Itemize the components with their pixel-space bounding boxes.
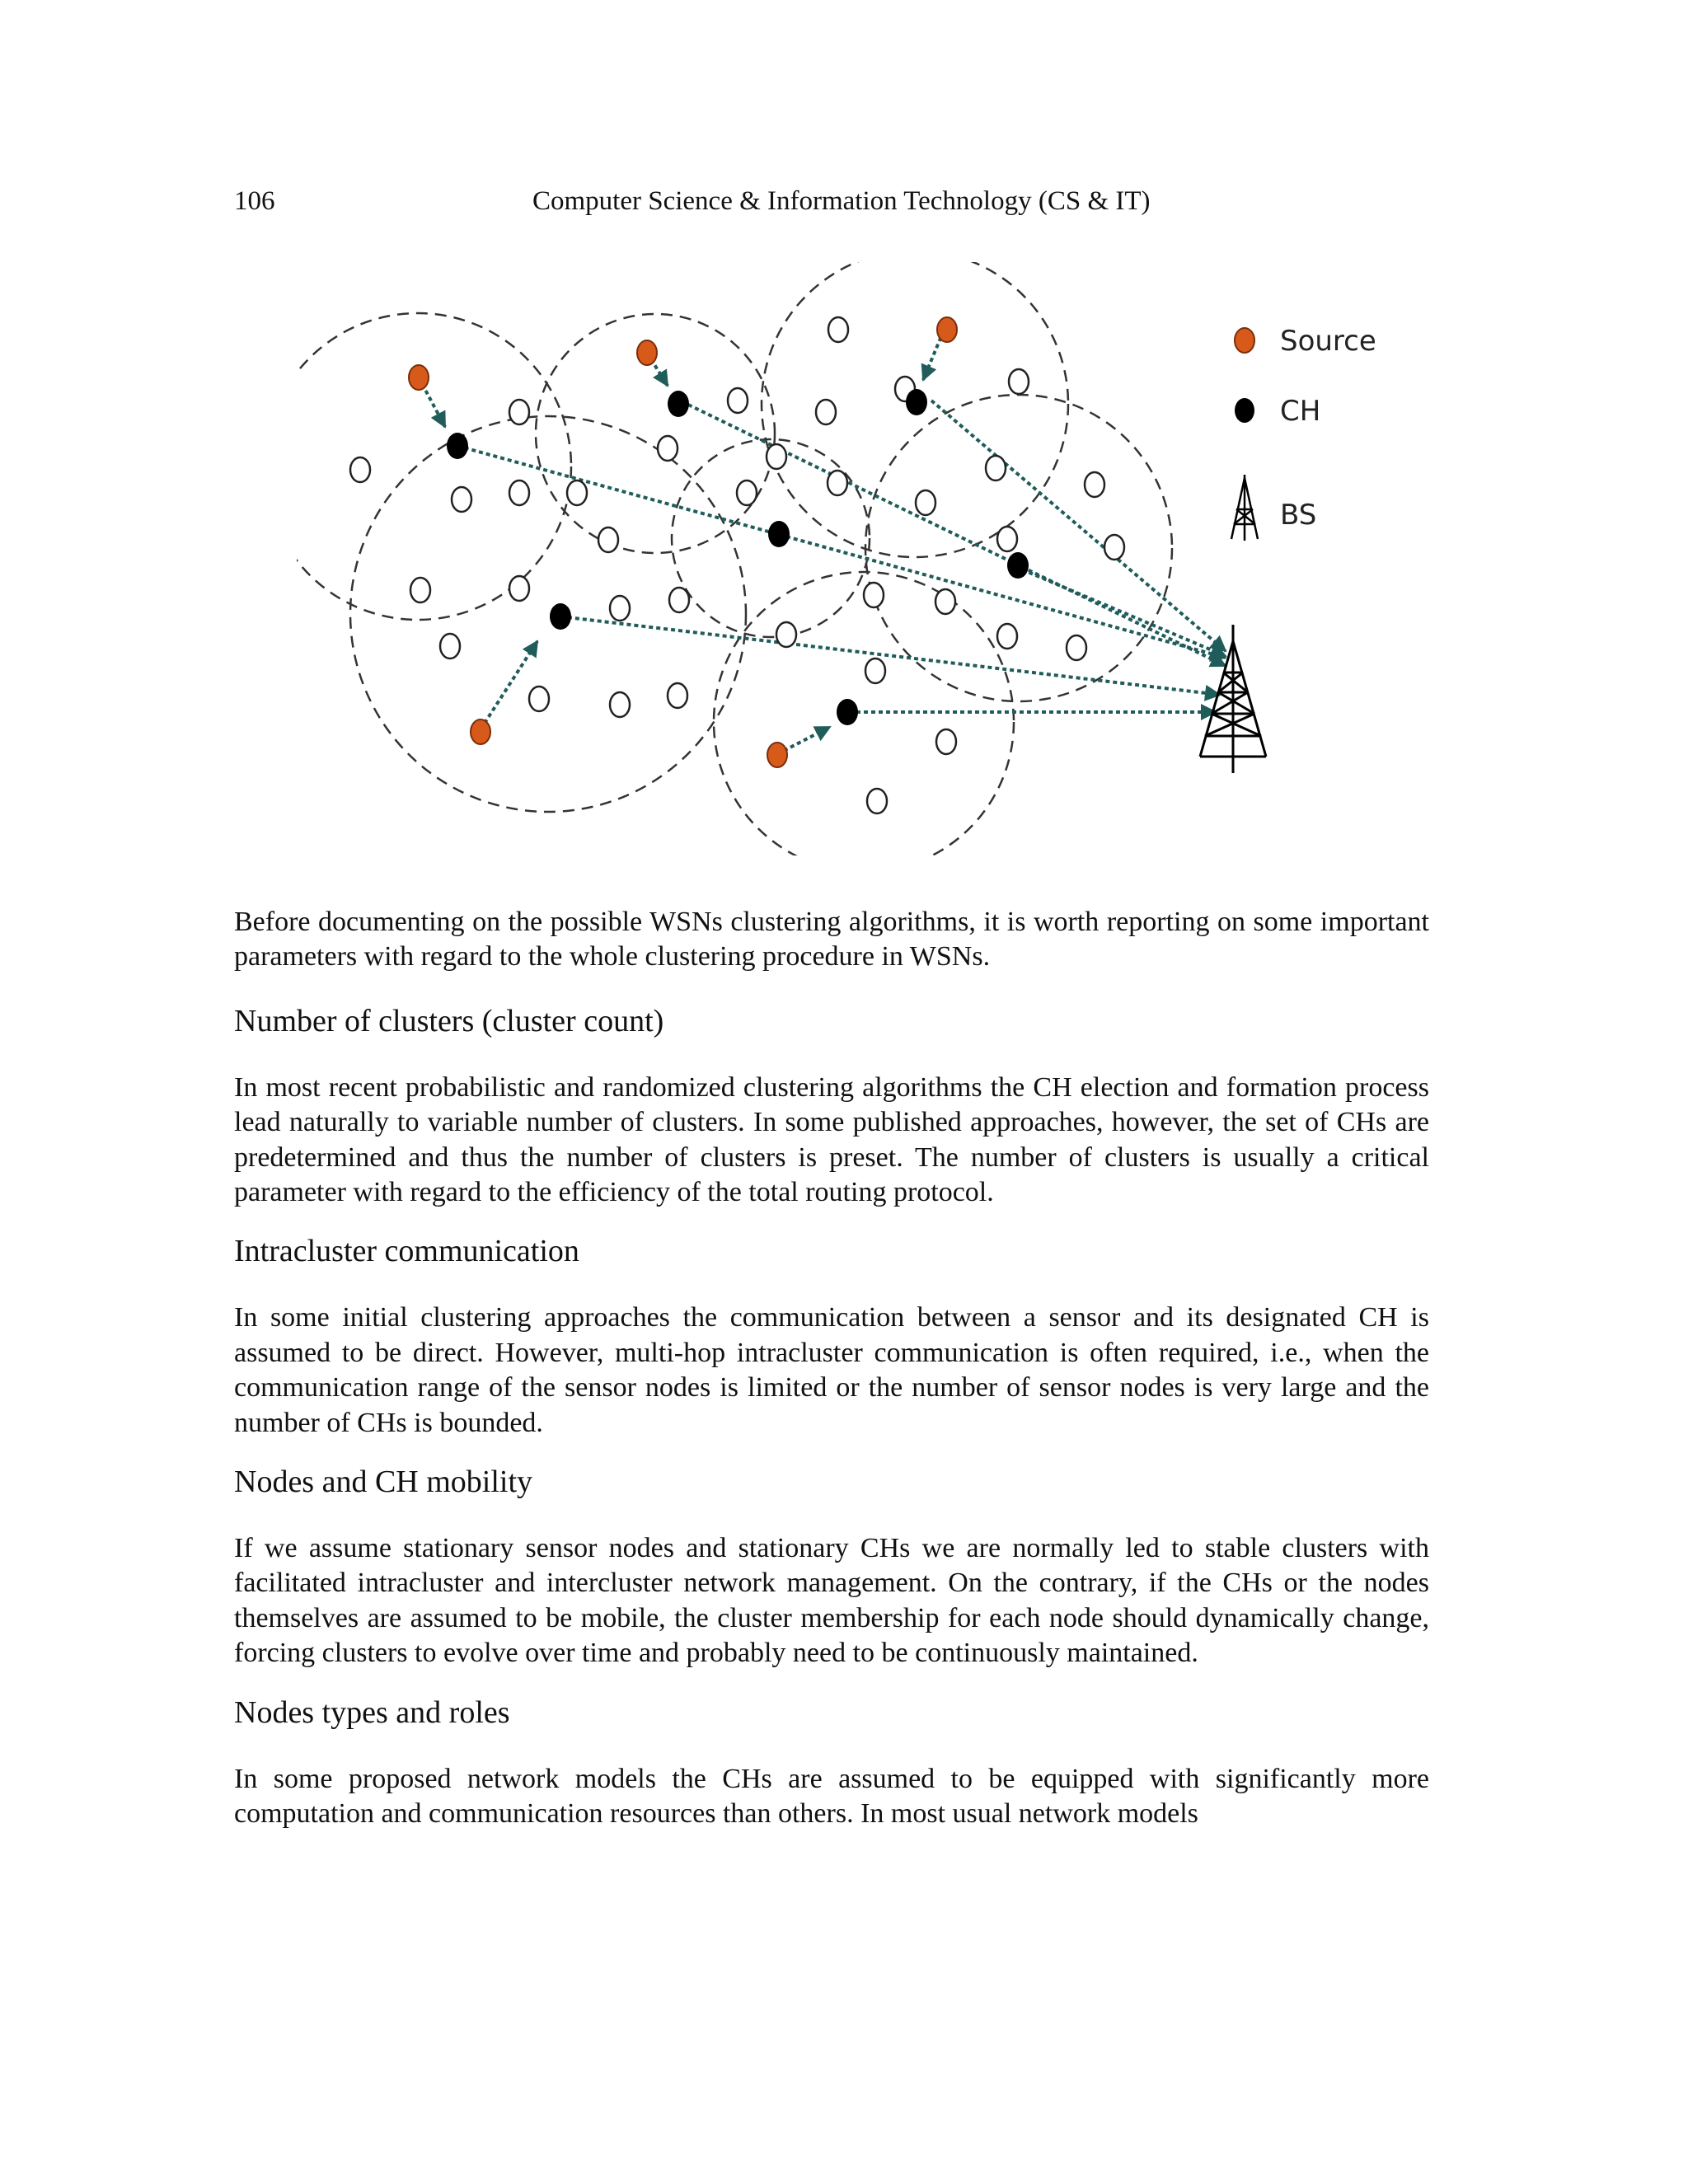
legend-source-marker	[1235, 328, 1254, 353]
section-heading-intracluster: Intracluster communication	[234, 1234, 579, 1269]
legend	[1231, 325, 1376, 541]
cluster-boundaries	[297, 262, 1172, 855]
sensor-node	[668, 683, 687, 708]
legend-ch-marker	[1235, 398, 1254, 423]
source-to-ch-arrow	[481, 641, 537, 729]
source-node	[937, 317, 957, 342]
body-text	[234, 905, 1429, 1832]
source-node	[409, 365, 429, 390]
cluster-head-node	[906, 389, 927, 415]
legend-bs-label: BS	[1280, 499, 1317, 532]
sensor-node	[867, 789, 887, 813]
sensor-node	[816, 400, 836, 424]
sensor-node	[865, 658, 885, 683]
cluster-head-node	[447, 433, 468, 459]
sensor-node	[529, 687, 549, 711]
section-paragraph-node-types: In some proposed network models the CHs are assumed to be equipped with significantly more computation and communication resources than others. In most usual network models	[234, 1763, 1429, 1830]
sensor-node	[828, 317, 848, 342]
sensor-node	[1067, 635, 1086, 660]
cluster-head-node	[668, 391, 689, 417]
sensor-node	[1085, 472, 1104, 497]
sensor-node	[986, 456, 1006, 480]
sensor-node	[776, 622, 796, 647]
sensor-node	[997, 624, 1017, 649]
sensor-node	[935, 589, 955, 614]
section-heading-cluster-count: Number of clusters (cluster count)	[234, 1003, 664, 1038]
sensor-node	[598, 527, 618, 552]
source-node	[471, 719, 490, 744]
sensor-node	[997, 527, 1017, 551]
source-node	[637, 340, 657, 365]
sensor-node	[1009, 369, 1029, 394]
sensor-node	[728, 388, 748, 413]
sensor-node	[1104, 535, 1124, 560]
sensor-node	[410, 578, 430, 602]
wsn-clustering-figure	[297, 262, 1385, 855]
base-station-tower	[1200, 625, 1266, 773]
sensor-node	[509, 480, 529, 505]
running-title: Computer Science & Information Technology (CS & IT)	[532, 186, 1151, 216]
sensor-node	[936, 729, 956, 754]
sensor-node	[452, 487, 471, 512]
sensor-node	[828, 471, 847, 495]
section-paragraph-cluster-count: In most recent probabilistic and randomized clustering algorithms the CH election and formation process lead naturally to variable number of clusters. In some published approaches, however, the set of CHs are predetermined and thus the number of clusters is preset. The number of clusters is usually a critical parameter with regard to the efficiency of the total routing protocol.	[234, 1071, 1429, 1208]
sensor-node	[737, 480, 757, 505]
sensor-node	[440, 634, 460, 658]
section-heading-node-types: Nodes types and roles	[234, 1694, 510, 1730]
legend-bs-icon	[1231, 475, 1258, 541]
ch-to-bs-arrow	[931, 401, 1226, 651]
sensor-node	[767, 444, 786, 469]
section-paragraph-mobility: If we assume stationary sensor nodes and stationary CHs we are normally led to stable clusters with facilitated intracluster and intercluster network management. On the contrary, if the CHs or the nodes themselves are assumed to be mobile, the cluster membership for each node should dynamically change, forcing clusters to evolve over time and probably need to be continuously maintained.	[234, 1533, 1429, 1669]
sensor-node	[350, 457, 370, 482]
page-number: 106	[234, 186, 275, 216]
sensor-node	[916, 490, 935, 515]
cluster-boundary	[350, 416, 746, 812]
cluster-head-node	[1007, 552, 1029, 579]
ch-to-bs-arrow	[560, 616, 1220, 695]
source-node	[767, 743, 787, 767]
sensor-node	[669, 588, 689, 612]
sensor-node	[610, 692, 630, 717]
sensor-node	[610, 596, 630, 621]
legend-ch-label: CH	[1280, 395, 1321, 428]
cluster-boundary	[865, 395, 1172, 701]
ch-to-bs-arrow	[1022, 569, 1226, 656]
sensor-node	[509, 400, 529, 424]
sensor-node	[509, 576, 529, 601]
sensor-node	[864, 583, 884, 607]
cluster-head-node	[550, 603, 571, 630]
legend-source-label: Source	[1280, 325, 1376, 358]
intro-paragraph: Before documenting on the possible WSNs clustering algorithms, it is worth reporting on some important parameters with regard to the whole clustering procedure in WSNs.	[234, 907, 1429, 972]
figure-svg	[297, 262, 1385, 855]
cluster-head-node	[837, 699, 858, 725]
sensor-node	[567, 480, 587, 505]
section-heading-mobility: Nodes and CH mobility	[234, 1465, 533, 1500]
cluster-head-node	[768, 521, 790, 547]
sensor-node	[658, 436, 678, 461]
section-paragraph-intracluster: In some initial clustering approaches the communication between a sensor and its designated CH is assumed to be direct. However, multi-hop intracluster communication is often required, i.e., when the communication range of the sensor nodes is limited or the number of sensor nodes is very large and the number of CHs is bounded.	[234, 1302, 1429, 1438]
